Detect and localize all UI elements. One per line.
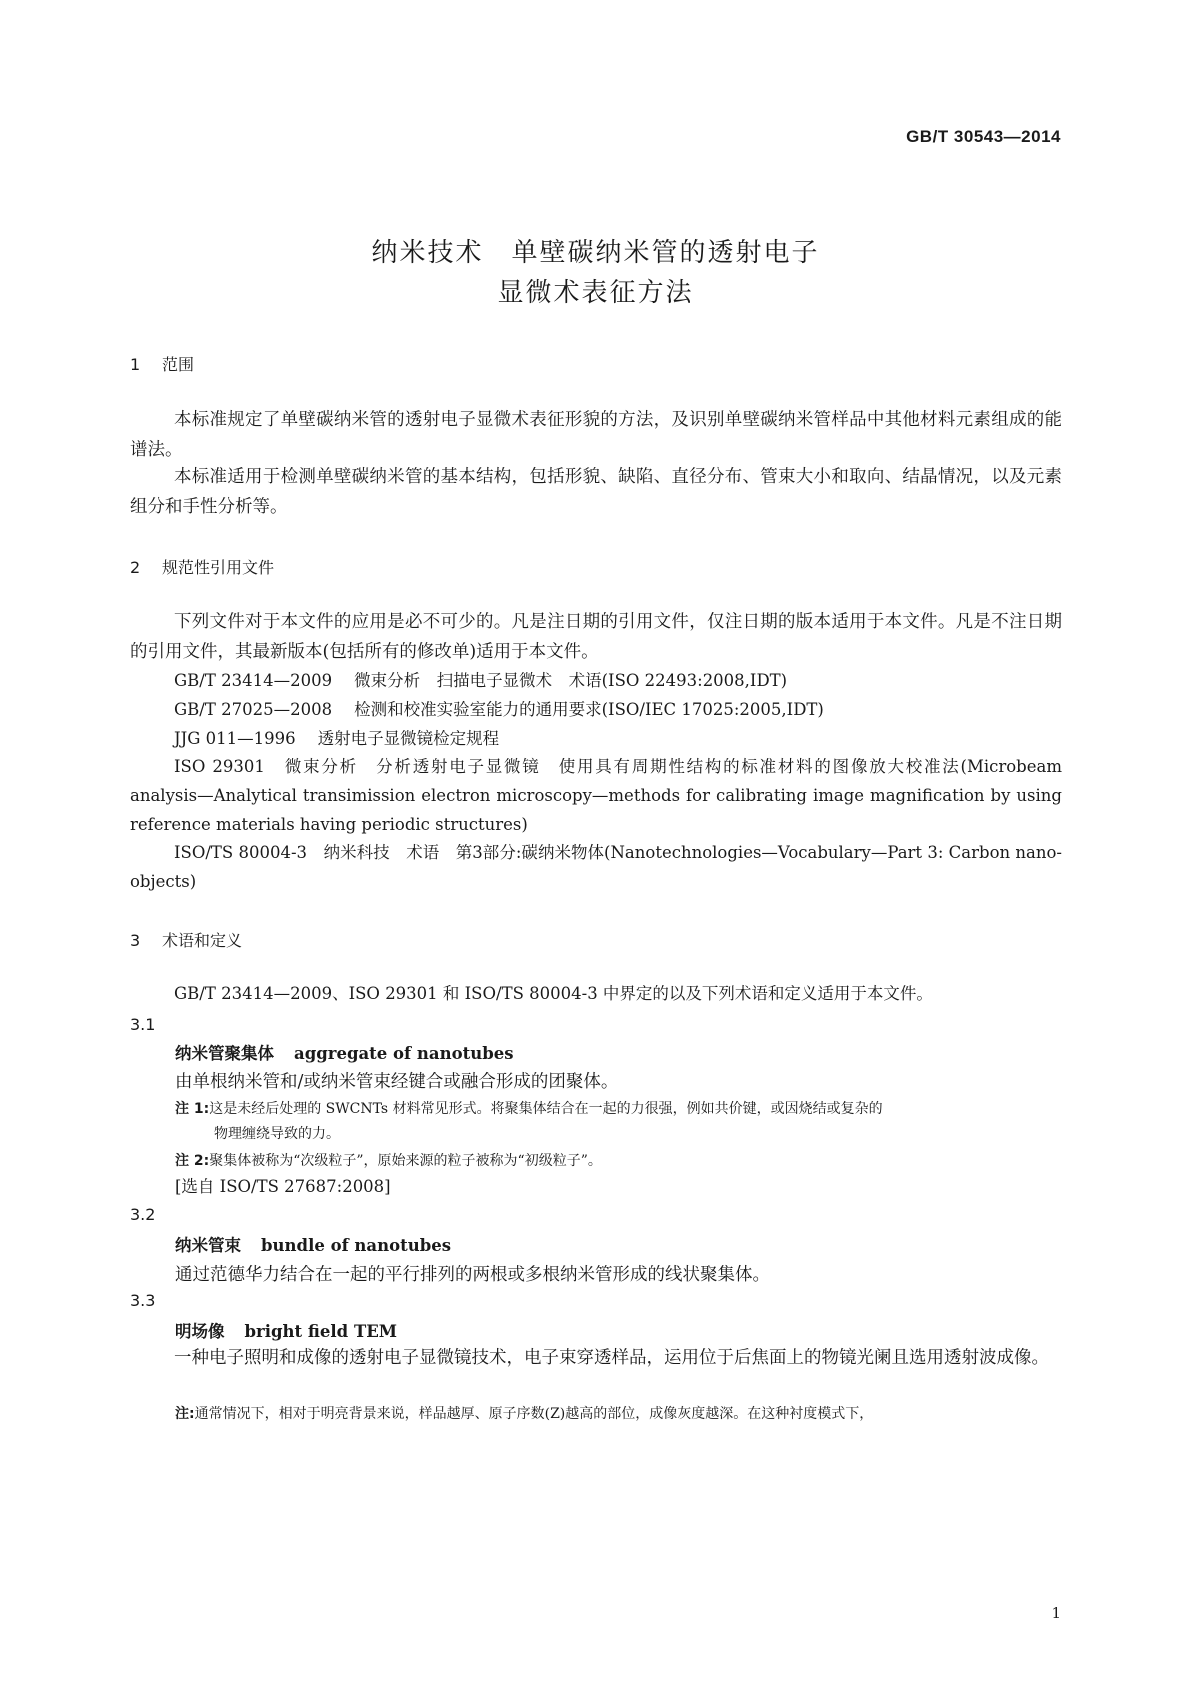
term-zh: 纳米管聚集体	[175, 1044, 274, 1063]
reference-item	[174, 696, 824, 720]
note-text: 这是未经后处理的 SWCNTs 材料常见形式。将聚集体结合在一起的力很强，例如共价键，或因烧结或复杂的	[209, 1101, 883, 1117]
standard-code: GB/T 30543—2014	[906, 127, 1061, 146]
term-heading	[175, 1040, 514, 1064]
term-definition: 由单根纳米管和/或纳米管束经键合或融合形成的团聚体。	[175, 1072, 619, 1092]
note-label: 注:	[175, 1406, 195, 1422]
section-1-paragraph-2: 本标准适用于检测单壁碳纳米管的基本结构，包括形貌、缺陷、直径分布、管束大小和取向、结晶情况，以及元素组分和手性分析等。	[130, 467, 1062, 517]
term-en: bundle of nanotubes	[261, 1236, 452, 1255]
reference-title: 透射电子显微镜检定规程	[317, 729, 500, 748]
reference-code: GB/T 23414—2009	[174, 671, 333, 690]
note-text: 通常情况下，相对于明亮背景来说，样品越厚、原子序数(Z)越高的部位，成像灰度越深。在这种衬度模式下，	[194, 1406, 874, 1422]
term-note	[175, 1403, 873, 1423]
reference-item	[174, 725, 499, 749]
clause-number: 3.3	[130, 1291, 156, 1310]
reference-item: ISO/TS 80004-3 纳米科技 术语 第3部分:碳纳米物体(Nanotechnologies—Vocabulary—Part 3: Carbon nano-objects)	[130, 843, 1062, 891]
term-en: aggregate of nanotubes	[294, 1044, 514, 1063]
document-title-line2: 显微术表征方法	[497, 278, 694, 308]
term-note	[175, 1098, 883, 1118]
term-heading	[175, 1318, 397, 1342]
reference-code: GB/T 27025—2008	[174, 700, 333, 719]
section-title: 规范性引用文件	[162, 558, 275, 577]
reference-code: JJG 011—1996	[174, 729, 296, 748]
section-2-paragraph-1: 下列文件对于本文件的应用是必不可少的。凡是注日期的引用文件，仅注日期的版本适用于本文件。凡是不注日期的引用文件，其最新版本(包括所有的修改单)适用于本文件。	[130, 612, 1062, 662]
note-text: 聚集体被称为“次级粒子”，原始来源的粒子被称为“初级粒子”。	[209, 1153, 602, 1169]
reference-item	[174, 667, 787, 691]
term-definition: 通过范德华力结合在一起的平行排列的两根或多根纳米管形成的线状聚集体。	[175, 1265, 770, 1285]
note-label: 注 2:	[175, 1153, 210, 1169]
section-number: 1	[130, 355, 141, 374]
clause-number: 3.1	[130, 1015, 156, 1034]
section-number: 2	[130, 558, 141, 577]
note-label: 注 1:	[175, 1101, 210, 1117]
clause-number: 3.2	[130, 1205, 156, 1224]
page-number: 1	[1051, 1604, 1061, 1622]
term-en: bright field TEM	[244, 1322, 398, 1341]
term-zh: 明场像	[175, 1322, 225, 1341]
term-zh: 纳米管束	[175, 1236, 241, 1255]
section-3-heading	[130, 928, 242, 951]
term-definition: 一种电子照明和成像的透射电子显微镜技术，电子束穿透样品，运用位于后焦面上的物镜光阑且选用透射波成像。	[174, 1348, 1049, 1368]
term-source: [选自 ISO/TS 27687:2008]	[175, 1177, 391, 1196]
section-3-intro: GB/T 23414—2009、ISO 29301 和 ISO/TS 80004-3 中界定的以及下列术语和定义适用于本文件。	[174, 984, 933, 1003]
section-title: 范围	[162, 355, 195, 374]
term-note-continuation: 物理缠绕导致的力。	[214, 1126, 340, 1142]
term-note	[175, 1150, 602, 1170]
section-1-paragraph-1: 本标准规定了单壁碳纳米管的透射电子显微术表征形貌的方法，及识别单壁碳纳米管样品中其他材料元素组成的能谱法。	[130, 410, 1062, 460]
term-heading	[175, 1232, 451, 1256]
section-1-heading	[130, 352, 194, 375]
reference-item: ISO 29301 微束分析 分析透射电子显微镜 使用具有周期性结构的标准材料的图像放大校准法(Microbeam analysis—Analytical transimission electron microscopy—methods for calibrating image magnification by using reference materials having periodic structures)	[130, 757, 1062, 834]
section-title: 术语和定义	[162, 931, 243, 950]
section-2-heading	[130, 555, 274, 578]
reference-title: 检测和校准实验室能力的通用要求(ISO/IEC 17025:2005,IDT)	[354, 700, 824, 719]
section-number: 3	[130, 931, 141, 950]
reference-title: 微束分析 扫描电子显微术 术语(ISO 22493:2008,IDT)	[354, 671, 788, 690]
document-title-line1: 纳米技术 单壁碳纳米管的透射电子	[371, 238, 820, 268]
